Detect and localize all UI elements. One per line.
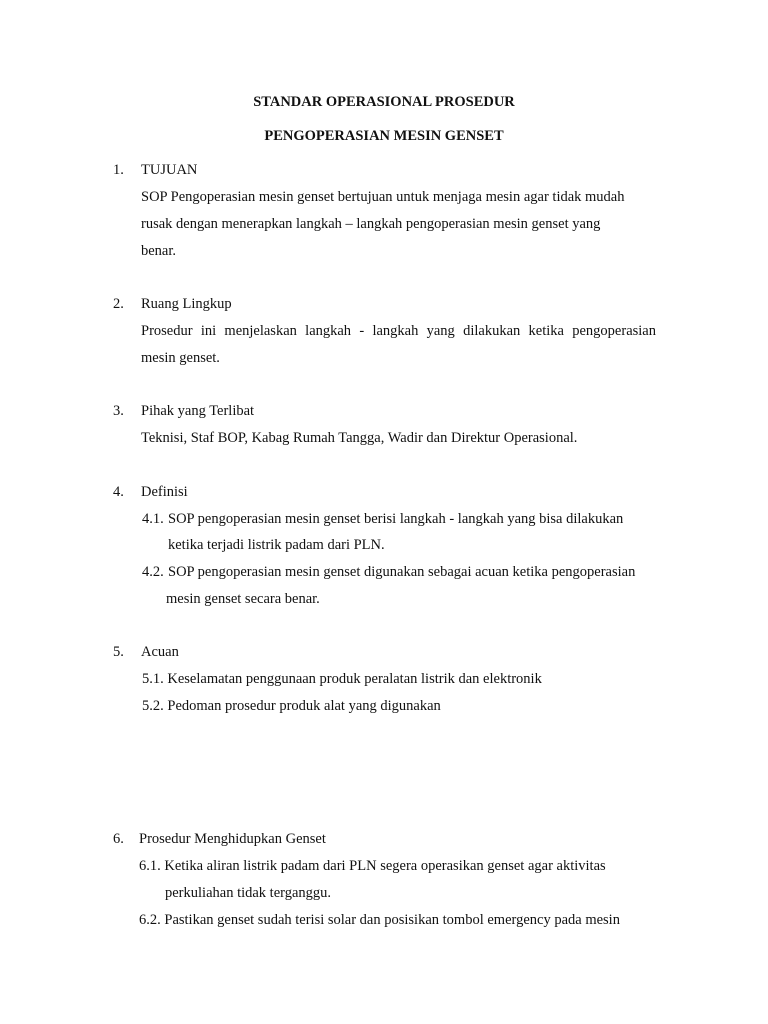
list-item-line: 5.2. Pedoman prosedur produk alat yang digunakan (142, 698, 441, 714)
list-item-number: 4.1. (142, 511, 164, 527)
paragraph-line: benar. (141, 243, 177, 259)
paragraph-line: Teknisi, Staf BOP, Kabag Rumah Tangga, Wadir dan Direktur Operasional. (141, 430, 578, 446)
section-heading: Definisi (141, 484, 188, 500)
paragraph-line: SOP Pengoperasian mesin genset bertujuan untuk menjaga mesin agar tidak mudah (141, 189, 625, 205)
document-subtitle: PENGOPERASIAN MESIN GENSET (264, 128, 504, 144)
list-item-line: SOP pengoperasian mesin genset berisi langkah - langkah yang bisa dilakukan (168, 511, 624, 527)
list-item-number: 4.2. (142, 564, 164, 580)
section-number: 3. (113, 403, 124, 419)
list-item-line: 6.2. Pastikan genset sudah terisi solar dan posisikan tombol emergency pada mesin (139, 912, 620, 928)
section-heading: TUJUAN (141, 162, 198, 178)
list-item-line: mesin genset secara benar. (166, 591, 320, 607)
section-heading: Ruang Lingkup (141, 296, 232, 312)
paragraph-line: rusak dengan menerapkan langkah – langkah pengoperasian mesin genset yang (141, 216, 601, 232)
list-item-line: 6.1. Ketika aliran listrik padam dari PLN segera operasikan genset agar aktivitas (139, 858, 606, 874)
section-number: 4. (113, 484, 124, 500)
section-number: 1. (113, 162, 124, 178)
list-item-line: perkuliahan tidak terganggu. (165, 885, 332, 901)
section-heading: Acuan (141, 644, 179, 660)
section-number: 2. (113, 296, 124, 312)
section-heading: Pihak yang Terlibat (141, 403, 255, 419)
list-item-line: ketika terjadi listrik padam dari PLN. (168, 537, 385, 553)
paragraph-line: Prosedur ini menjelaskan langkah - langkah yang dilakukan ketika pengoperasian (141, 323, 656, 339)
section-number: 6. (113, 831, 124, 847)
list-item-line: SOP pengoperasian mesin genset digunakan sebagai acuan ketika pengoperasian (168, 564, 636, 580)
section-heading: Prosedur Menghidupkan Genset (139, 831, 326, 847)
paragraph-line: mesin genset. (141, 350, 220, 366)
section-number: 5. (113, 644, 124, 660)
list-item-line: 5.1. Keselamatan penggunaan produk peralatan listrik dan elektronik (142, 671, 542, 687)
document-title: STANDAR OPERASIONAL PROSEDUR (253, 94, 515, 110)
